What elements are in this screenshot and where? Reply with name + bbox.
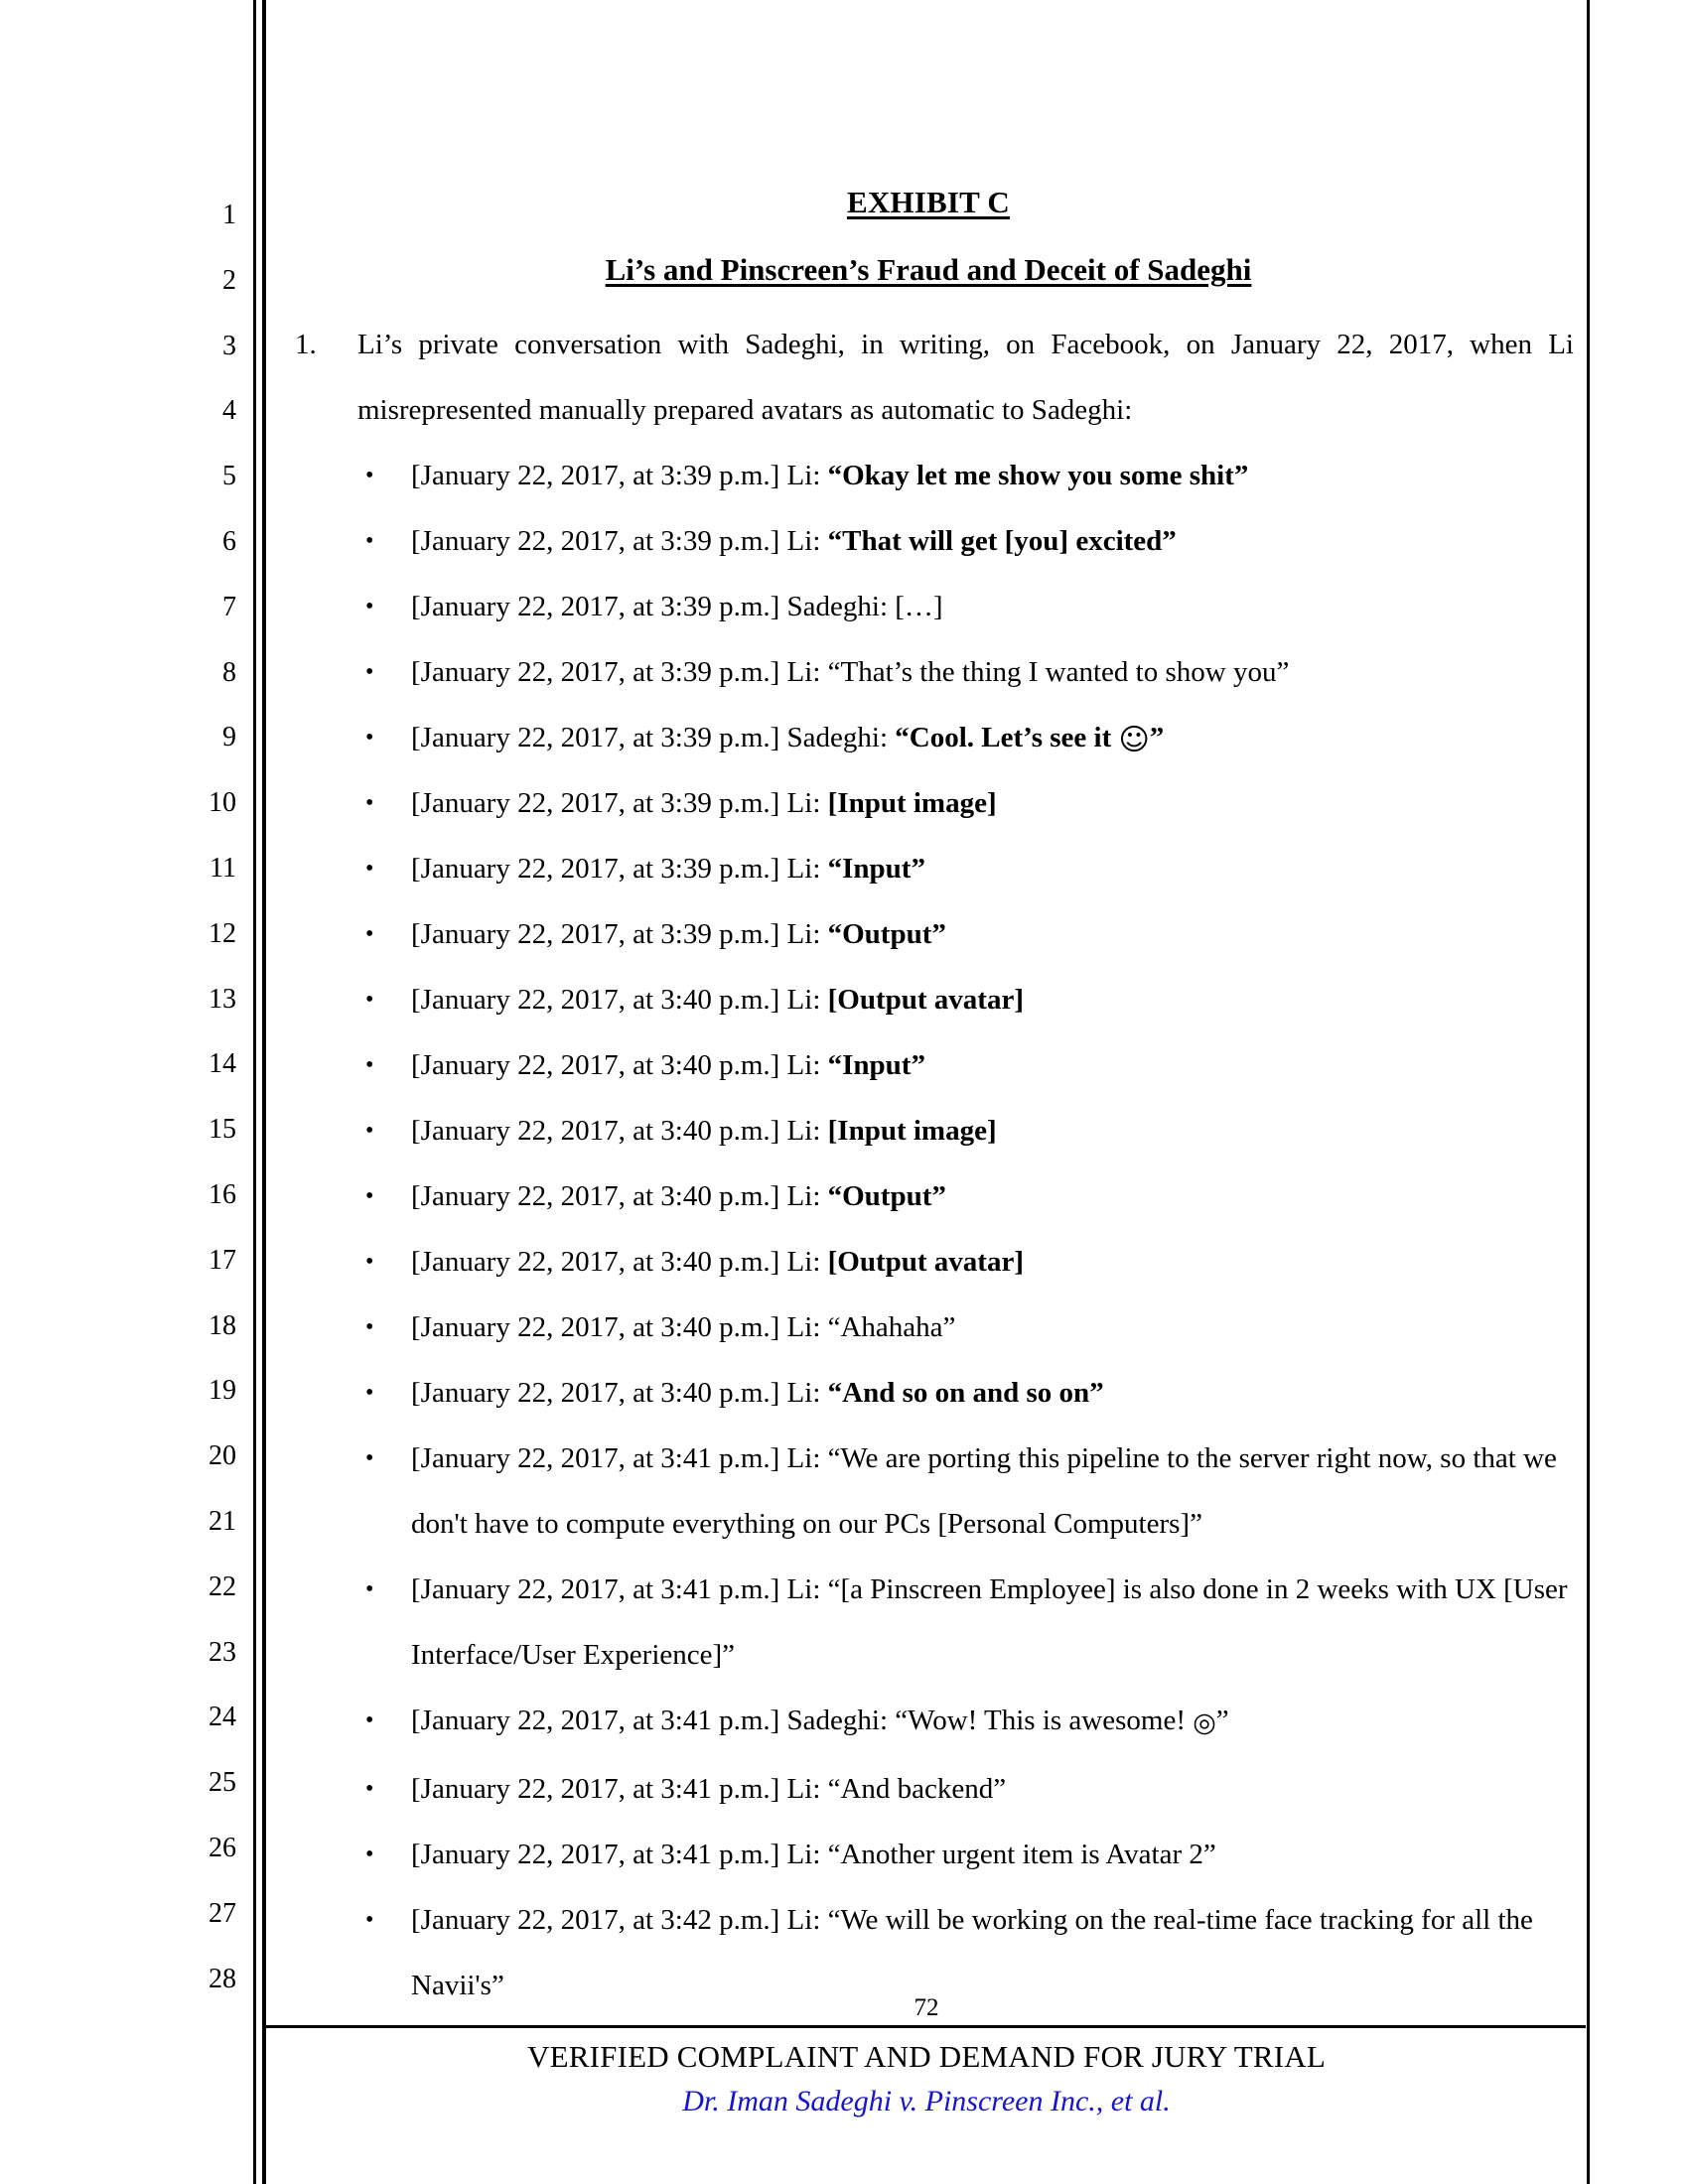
chat-transcript-list [283, 443, 1574, 2018]
line-number: 2 [222, 264, 236, 296]
message-text-tail: ” [1215, 1705, 1229, 1736]
message-text: [January 22, 2017, at 3:39 p.m.] Li: [411, 787, 828, 819]
bullet-icon: • [365, 659, 374, 685]
bullet-icon: • [365, 1776, 374, 1802]
list-item [283, 1688, 1574, 1756]
line-number: 23 [209, 1636, 236, 1668]
bullet-icon: • [365, 1445, 374, 1471]
message-text: [January 22, 2017, at 3:39 p.m.] Li: [411, 853, 828, 885]
footer-case-caption: Dr. Iman Sadeghi v. Pinscreen Inc., et al. [682, 2085, 1171, 2117]
list-item [283, 901, 1574, 967]
left-margin-rule-inner [262, 0, 266, 2184]
list-item [283, 1360, 1574, 1426]
line-number: 16 [209, 1179, 236, 1210]
exhibit-title [283, 181, 1574, 246]
list-item [283, 967, 1574, 1032]
message-quote-bold: “Output” [827, 1180, 946, 1212]
message-quote-bold: [Input image] [827, 787, 997, 819]
message-text: [January 22, 2017, at 3:39 p.m.] Li: [411, 525, 828, 557]
list-item [283, 1229, 1574, 1295]
message-text: [January 22, 2017, at 3:41 p.m.] Li: “[a Pinscreen Employee] is also done in 2 weeks with UX [User Interface/User Experience]” [411, 1573, 1568, 1671]
message-text: [January 22, 2017, at 3:41 p.m.] Li: “Another urgent item is Avatar 2” [411, 1839, 1216, 1870]
message-quote-bold: “Input” [827, 853, 925, 885]
smiley-face-icon: ☺ [1118, 723, 1150, 757]
exhibit-subtitle [283, 246, 1574, 312]
paragraph-marker: 1. [295, 329, 317, 360]
line-number: 5 [222, 461, 236, 492]
list-item [283, 705, 1574, 770]
footer-document-title: VERIFIED COMPLAINT AND DEMAND FOR JURY TRIAL [527, 2039, 1326, 2074]
bullet-icon: • [365, 1052, 374, 1078]
message-quote-bold: [Output avatar] [827, 984, 1024, 1016]
message-text: [January 22, 2017, at 3:40 p.m.] Li: [411, 984, 828, 1016]
line-number: 10 [209, 787, 236, 819]
page-number: 72 [914, 1994, 939, 2021]
line-number: 28 [209, 1963, 236, 1994]
line-number: 1 [222, 200, 236, 230]
message-text: [January 22, 2017, at 3:40 p.m.] Li: [411, 1377, 828, 1409]
list-item [283, 1163, 1574, 1229]
message-text: [January 22, 2017, at 3:41 p.m.] Li: “We are porting this pipeline to the server right now, so that we don't have to compute everything on our PCs [Personal Computers]” [411, 1442, 1557, 1540]
line-number: 6 [222, 526, 236, 557]
bullseye-target-icon: ◎ [1193, 1707, 1216, 1738]
list-item [283, 836, 1574, 901]
exhibit-subtitle-text: Li’s and Pinscreen’s Fraud and Deceit of Sadeghi [605, 252, 1252, 287]
right-margin-rule [1587, 0, 1590, 2184]
bullet-icon: • [365, 1842, 374, 1867]
list-item [283, 1426, 1574, 1557]
line-number: 19 [209, 1375, 236, 1407]
message-quote-bold: “Okay let me show you some shit” [827, 460, 1249, 491]
message-text: [January 22, 2017, at 3:41 p.m.] Sadeghi: “Wow! This is awesome! [411, 1705, 1194, 1736]
list-item [283, 1098, 1574, 1163]
message-text: [January 22, 2017, at 3:41 p.m.] Li: “And backend” [411, 1773, 1007, 1805]
list-item [283, 574, 1574, 639]
message-quote-bold: “Input” [827, 1049, 925, 1081]
bullet-icon: • [365, 1576, 374, 1602]
line-number: 24 [209, 1702, 236, 1733]
bullet-icon: • [365, 790, 374, 816]
bullet-icon: • [365, 725, 374, 751]
message-text: [January 22, 2017, at 3:39 p.m.] Sadeghi: […] [411, 591, 943, 622]
message-text: [January 22, 2017, at 3:40 p.m.] Li: [411, 1180, 828, 1212]
line-number: 18 [209, 1309, 236, 1341]
line-number: 4 [222, 395, 236, 427]
line-number: 21 [209, 1506, 236, 1537]
line-number: 26 [209, 1833, 236, 1863]
bullet-icon: • [365, 594, 374, 619]
message-text: [January 22, 2017, at 3:42 p.m.] Li: “We will be working on the real-time face tracking for all the Navii's” [411, 1904, 1533, 2001]
bullet-icon: • [365, 921, 374, 947]
bullet-icon: • [365, 1183, 374, 1209]
line-number: 25 [209, 1767, 236, 1799]
list-item [283, 639, 1574, 705]
bullet-icon: • [365, 463, 374, 488]
left-margin-rule-outer [253, 0, 256, 2184]
bullet-icon: • [365, 528, 374, 554]
message-text: [January 22, 2017, at 3:39 p.m.] Li: “That’s the thing I wanted to show you” [411, 656, 1290, 688]
message-quote-bold: [Input image] [827, 1115, 997, 1147]
bullet-icon: • [365, 1380, 374, 1406]
bullet-icon: • [365, 856, 374, 882]
line-number: 8 [222, 656, 236, 688]
exhibit-title-text: EXHIBIT C [846, 185, 1011, 219]
message-text: [January 22, 2017, at 3:39 p.m.] Sadeghi: [411, 722, 896, 753]
page-footer [266, 1993, 1587, 2123]
message-quote-bold: [Output avatar] [827, 1246, 1024, 1278]
line-number: 3 [222, 330, 236, 361]
list-item [283, 1756, 1574, 1822]
message-text: [January 22, 2017, at 3:40 p.m.] Li: “Ahahaha” [411, 1311, 956, 1343]
message-text: [January 22, 2017, at 3:40 p.m.] Li: [411, 1049, 828, 1081]
list-item [283, 443, 1574, 508]
line-number-gutter [0, 181, 236, 1997]
message-quote-bold: “Output” [827, 918, 946, 950]
line-number: 12 [209, 917, 236, 949]
bullet-icon: • [365, 987, 374, 1013]
line-number: 14 [209, 1048, 236, 1080]
message-text: [January 22, 2017, at 3:40 p.m.] Li: [411, 1115, 828, 1147]
message-text: [January 22, 2017, at 3:40 p.m.] Li: [411, 1246, 828, 1278]
list-item [283, 770, 1574, 836]
line-number: 15 [209, 1114, 236, 1146]
message-text: [January 22, 2017, at 3:39 p.m.] Li: [411, 460, 828, 491]
message-text: [January 22, 2017, at 3:39 p.m.] Li: [411, 918, 828, 950]
message-quote-bold: “And so on and so on” [827, 1377, 1104, 1409]
line-number: 7 [222, 591, 236, 622]
line-number: 27 [209, 1897, 236, 1929]
numbered-paragraph [283, 312, 1574, 443]
list-item [283, 1032, 1574, 1098]
list-item [283, 1295, 1574, 1360]
paragraph-text: Li’s private conversation with Sadeghi, in writing, on Facebook, on January 22, 2017, when Li misrepresented manually prepared avatars as automatic to Sadeghi: [357, 329, 1574, 426]
line-number: 17 [209, 1244, 236, 1276]
message-text-tail: ” [1149, 722, 1165, 753]
message-quote-bold: “Cool. Let’s see it [895, 722, 1119, 753]
bullet-icon: • [365, 1314, 374, 1340]
bullet-icon: • [365, 1707, 374, 1733]
line-number: 22 [209, 1570, 236, 1602]
line-number: 20 [209, 1440, 236, 1472]
bullet-icon: • [365, 1907, 374, 1933]
document-body [283, 181, 1574, 2018]
line-number: 11 [210, 853, 236, 884]
line-number: 9 [222, 722, 236, 753]
list-item [283, 508, 1574, 574]
list-item [283, 1557, 1574, 1688]
message-quote-bold: “That will get [you] excited” [827, 525, 1177, 557]
list-item [283, 1822, 1574, 1887]
bullet-icon: • [365, 1249, 374, 1275]
bullet-icon: • [365, 1118, 374, 1144]
line-number: 13 [209, 983, 236, 1015]
